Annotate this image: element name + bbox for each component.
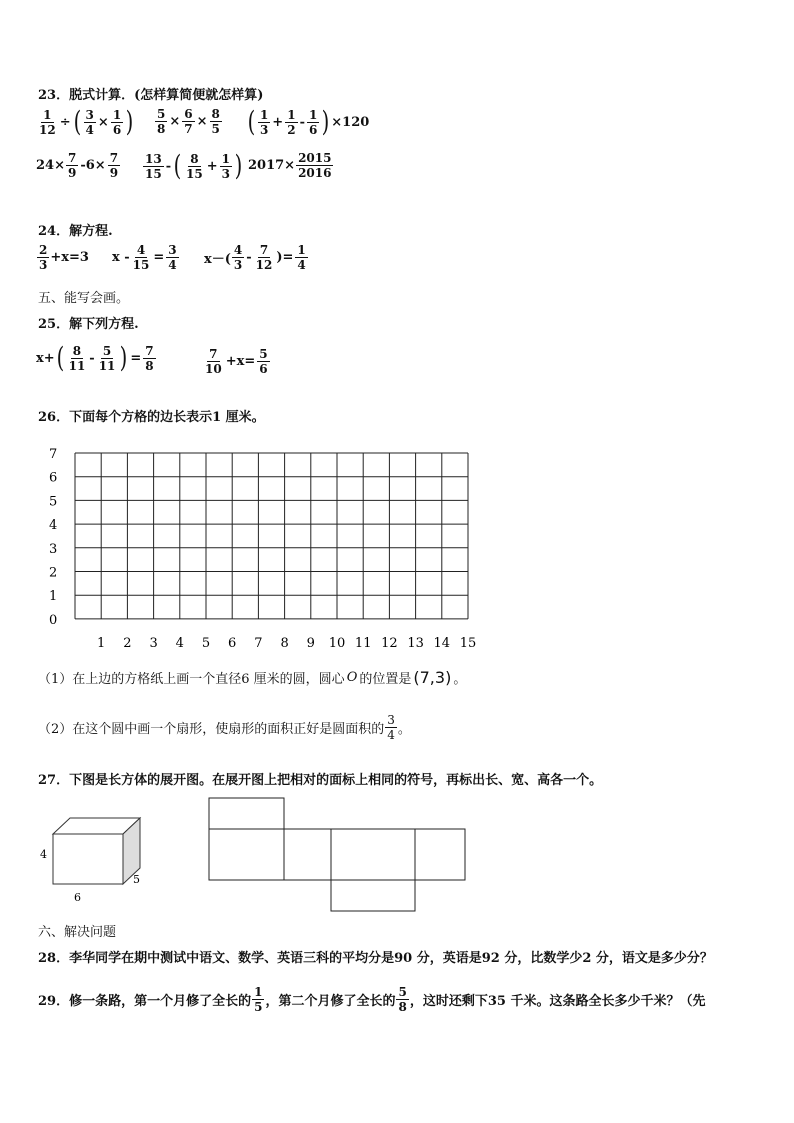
q28-text: 28．李华同学在期中测试中语文、数学、英语三科的平均分是90 分，英语是92 分，比数学少2 分，语文是多少分？ — [38, 951, 713, 966]
q23-expr-4: 24× $\frac{7}{9}$ -6× $\frac{7}{9}$ — [36, 151, 119, 180]
cuboid-net — [200, 792, 480, 917]
grid-lines — [75, 453, 468, 619]
cuboid-figure — [36, 812, 156, 904]
grid-x-label: 8 — [280, 635, 289, 650]
grid-y-label: 1 — [49, 589, 58, 605]
cuboid-length-label: 6 — [74, 891, 81, 904]
q23-expr-6: 2017× $\frac{2015}{2016}$ — [248, 151, 332, 180]
grid-y-label: 5 — [49, 494, 58, 510]
grid-x-label: 1 — [97, 635, 106, 650]
grid-y-label: 3 — [49, 541, 58, 557]
q29-text: 29．修一条路，第一个月修了全长的 $\frac{1}{5}$ ，第二个月修了全长的 $\frac{5}{8}$ ，这时还剩下35 千米。这条路全长多少千米？（先 — [38, 985, 706, 1014]
cuboid-width-label: 5 — [133, 873, 140, 886]
grid-x-label: 3 — [149, 635, 158, 650]
q25-title: 25．解下列方程. — [38, 317, 139, 332]
net-face-4 — [415, 829, 465, 880]
grid-x-label: 11 — [354, 635, 372, 650]
grid-x-label: 6 — [228, 635, 237, 650]
grid-x-label: 12 — [381, 635, 398, 650]
grid-x-label: 5 — [201, 635, 211, 650]
grid-x-label: 9 — [306, 635, 315, 650]
q25-expr-1: x+ ( $\frac{8}{11}$ - $\frac{5}{11}$ ) = $\frac{7}{8}$ — [36, 341, 154, 374]
grid-x-labels — [97, 636, 476, 650]
net-face-2 — [284, 829, 331, 880]
grid-y-labels — [49, 447, 57, 628]
grid-x-label: 15 — [459, 635, 477, 650]
q23-expr-2: $\frac{5}{8}$ × $\frac{6}{7}$ × $\frac{8}{5}$ — [157, 107, 220, 136]
grid-y-label: 0 — [49, 612, 58, 628]
net-face-bottom — [331, 880, 415, 911]
grid-y-label: 4 — [49, 518, 58, 534]
coordinate-grid — [40, 440, 490, 650]
section-6-heading: 六、解决问题 — [38, 925, 117, 940]
grid-y-label: 7 — [49, 447, 58, 462]
grid-x-label: 7 — [254, 635, 263, 650]
section-5-heading: 五、能写会画。 — [38, 291, 130, 306]
cuboid-height-label: 4 — [40, 848, 47, 861]
q23-expr-5: $\frac{13}{15}$ - ( $\frac{8}{15}$ + $\frac{1}{3}$ ) — [145, 149, 243, 182]
grid-x-label: 14 — [433, 635, 451, 650]
q24-title: 24．解方程. — [38, 224, 113, 239]
grid-x-label: 13 — [407, 635, 424, 650]
q23-title: 23．脱式计算．(怎样算简便就怎样算) — [38, 88, 264, 103]
net-face-top — [209, 798, 284, 829]
grid-x-label: 2 — [123, 635, 132, 650]
net-face-1 — [209, 829, 284, 880]
q24-expr-1: $\frac{2}{3}$ +x=3 — [39, 243, 89, 272]
net-face-3 — [331, 829, 415, 880]
grid-x-label: 4 — [175, 635, 184, 650]
q23-expr-1: $\frac{1}{12}$ ÷ ( $\frac{3}{4}$ × $\frac{1}{6}$ ) — [39, 105, 134, 138]
q24-expr-2: x - $\frac{4}{15}$ = $\frac{3}{4}$ — [112, 243, 177, 272]
q25-expr-2: $\frac{7}{10}$ +x= $\frac{5}{6}$ — [205, 347, 268, 376]
q24-expr-3: x－( $\frac{4}{3}$ - $\frac{7}{12}$ )= $\frac{1}{4}$ — [204, 243, 306, 272]
grid-y-label: 6 — [49, 470, 58, 486]
q27-title: 27．下图是长方体的展开图。在展开图上把相对的面标上相同的符号，再标出长、宽、高各一个。 — [38, 773, 603, 788]
grid-y-label: 2 — [49, 565, 58, 581]
q26-part-1: （1）在上边的方格纸上画一个直径6 厘米的圆，圆心 O 的位置是 (7,3) 。 — [38, 668, 467, 687]
grid-x-label: 10 — [328, 635, 346, 650]
q26-part-2: （2）在这个圆中画一个扇形，使扇形的面积正好是圆面积的 $\frac{3}{4}$ 。 — [38, 713, 411, 742]
q23-expr-3: ( $\frac{1}{3}$ + $\frac{1}{2}$ - $\frac{1}{6}$ ) ×120 — [247, 105, 370, 138]
q26-title: 26．下面每个方格的边长表示1 厘米。 — [38, 410, 265, 425]
